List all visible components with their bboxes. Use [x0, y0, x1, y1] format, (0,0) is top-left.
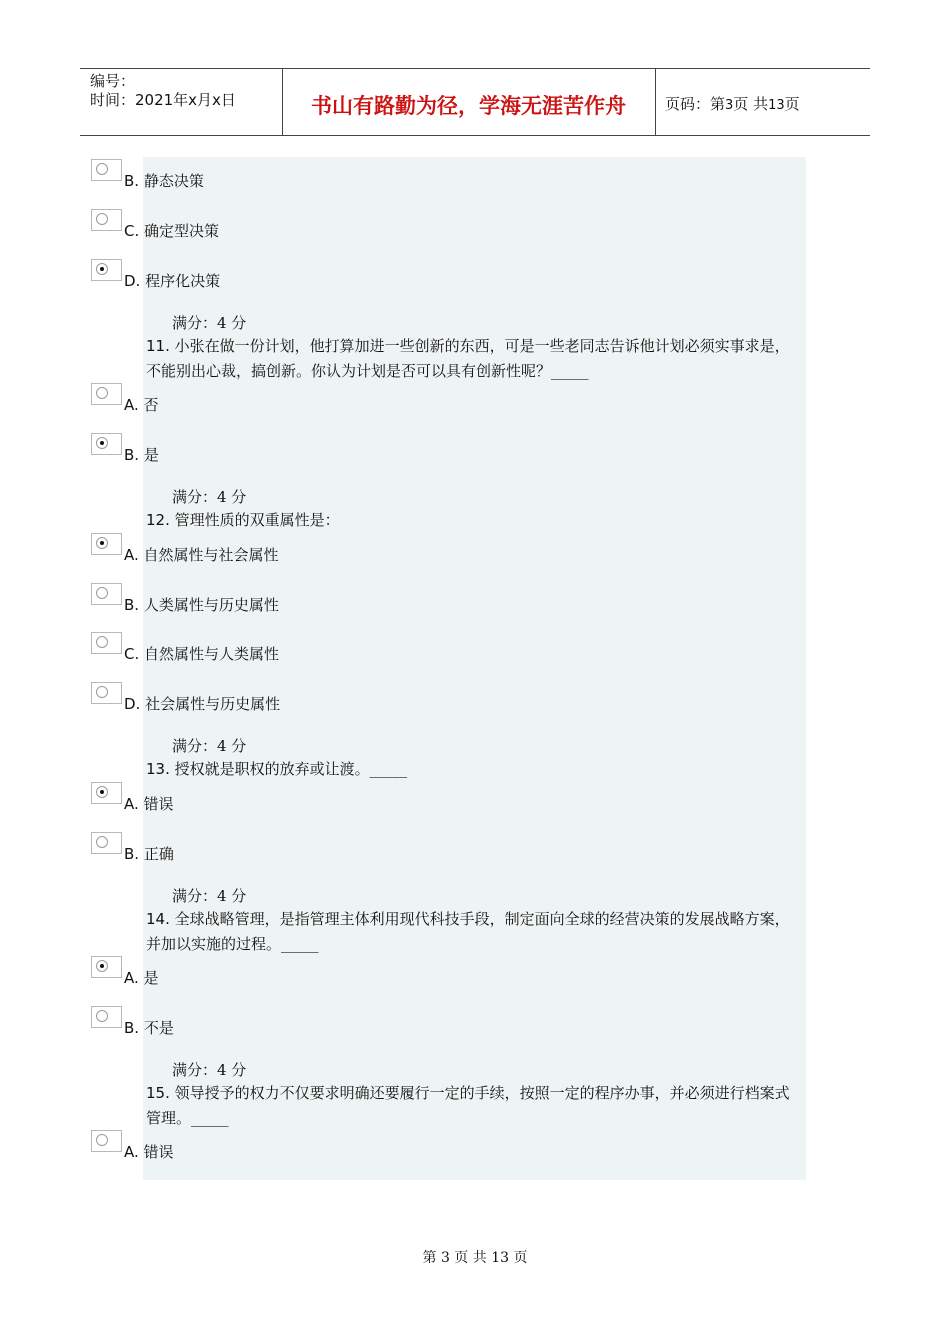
- radio-selected-icon: [96, 786, 108, 798]
- header-bottom-border: [80, 135, 870, 136]
- option-label: B. 不是: [124, 1019, 174, 1037]
- quiz-panel: [143, 157, 806, 1180]
- question-12: 12. 管理性质的双重属性是：: [146, 511, 340, 529]
- radio-circle-icon: [96, 163, 108, 175]
- radio-circle-icon: [96, 836, 108, 848]
- radio-button[interactable]: [91, 632, 122, 654]
- page-footer: 第 3 页 共 13 页: [422, 1250, 528, 1266]
- option-label: B. 是: [124, 446, 159, 464]
- question-13: 13. 授权就是职权的放弃或让渡。_____: [146, 760, 408, 778]
- radio-selected-icon: [96, 437, 108, 449]
- radio-button[interactable]: [91, 832, 122, 854]
- option-label: C. 确定型决策: [124, 222, 220, 240]
- radio-circle-icon: [96, 1010, 108, 1022]
- option-label: B. 正确: [124, 845, 174, 863]
- header-top-border: [80, 68, 870, 69]
- radio-circle-icon: [96, 636, 108, 648]
- radio-circle-icon: [96, 587, 108, 599]
- radio-button-selected[interactable]: [91, 956, 122, 978]
- radio-selected-icon: [96, 263, 108, 275]
- option-label: A. 错误: [124, 1143, 174, 1161]
- option-label: D. 社会属性与历史属性: [124, 695, 281, 713]
- score-label: 满分：4 分: [172, 488, 247, 506]
- option-label: B. 静态决策: [124, 172, 204, 190]
- option-label: D. 程序化决策: [124, 272, 221, 290]
- radio-button[interactable]: [91, 209, 122, 231]
- score-label: 满分：4 分: [172, 314, 247, 332]
- header-page-number: [665, 93, 800, 114]
- question-14: 14. 全球战略管理，是指管理主体利用现代科技手段，制定面向全球的经营决策的发展战略方案，并加以实施的过程。_____: [146, 910, 790, 953]
- serial-label: 编号：: [90, 72, 136, 90]
- header-divider: [655, 68, 656, 136]
- radio-circle-icon: [96, 213, 108, 225]
- radio-button[interactable]: [91, 682, 122, 704]
- page-end: 页: [784, 95, 800, 113]
- page-current: 3: [725, 98, 734, 113]
- option-label: B. 人类属性与历史属性: [124, 596, 279, 614]
- radio-circle-icon: [96, 686, 108, 698]
- page-label: 页码：第: [665, 95, 726, 113]
- time-label: 时间：2021年x月x日: [90, 91, 236, 109]
- radio-button[interactable]: [91, 383, 122, 405]
- score-label: 满分：4 分: [172, 887, 247, 905]
- option-label: A. 是: [124, 969, 159, 987]
- page-mid: 页 共: [733, 95, 769, 113]
- radio-button-selected[interactable]: [91, 259, 122, 281]
- header-motto: 书山有路勤为径，学海无涯苦作舟: [311, 94, 626, 118]
- radio-selected-icon: [96, 537, 108, 549]
- radio-button-selected[interactable]: [91, 782, 122, 804]
- radio-circle-icon: [96, 387, 108, 399]
- radio-button[interactable]: [91, 1130, 122, 1152]
- question-15: 15. 领导授予的权力不仅要求明确还要履行一定的手续，按照一定的程序办事，并必须进行档案式管理。_____: [146, 1084, 790, 1127]
- radio-button[interactable]: [91, 159, 122, 181]
- radio-button-selected[interactable]: [91, 433, 122, 455]
- header-info: [90, 72, 236, 110]
- radio-selected-icon: [96, 960, 108, 972]
- radio-circle-icon: [96, 1134, 108, 1146]
- option-label: A. 错误: [124, 795, 174, 813]
- option-label: C. 自然属性与人类属性: [124, 645, 280, 663]
- option-label: A. 自然属性与社会属性: [124, 546, 279, 564]
- question-11: 11. 小张在做一份计划，他打算加进一些创新的东西，可是一些老同志告诉他计划必须实事求是，不能别出心裁，搞创新。你认为计划是否可以具有创新性呢？_____: [146, 337, 790, 380]
- score-label: 满分：4 分: [172, 1061, 247, 1079]
- radio-button[interactable]: [91, 583, 122, 605]
- page-total: 13: [768, 98, 785, 113]
- score-label: 满分：4 分: [172, 737, 247, 755]
- option-label: A. 否: [124, 396, 159, 414]
- radio-button[interactable]: [91, 1006, 122, 1028]
- radio-button-selected[interactable]: [91, 533, 122, 555]
